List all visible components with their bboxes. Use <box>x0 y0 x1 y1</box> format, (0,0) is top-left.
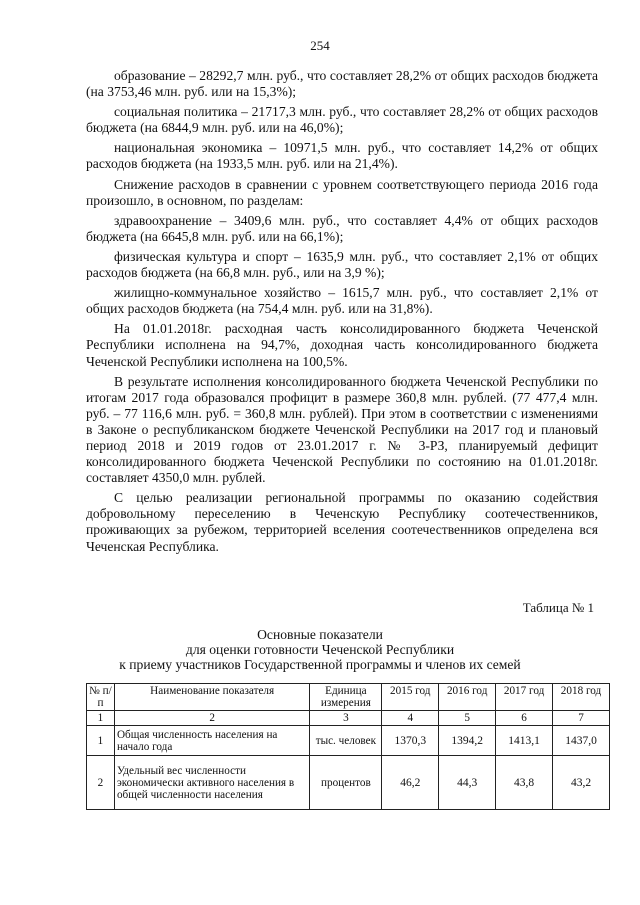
indicators-table <box>86 683 610 810</box>
paragraph: жилищно-коммунальное хозяйство – 1615,7 млн. руб., что составляет 2,1% от общих расходов бюджета (на 754,4 млн. руб. или на 31,8%). <box>86 285 598 317</box>
table-row <box>87 726 610 756</box>
header-cell: 2017 год <box>496 684 553 711</box>
indicator-name-cell: Общая численность населения на начало года <box>114 726 309 756</box>
column-number-cell: 7 <box>553 711 610 726</box>
header-cell: 2016 год <box>439 684 496 711</box>
table-title-line: для оценки готовности Чеченской Республики <box>185 642 455 657</box>
header-cell: Единица измерения <box>310 684 382 711</box>
column-number-cell: 2 <box>114 711 309 726</box>
body-text <box>86 68 598 559</box>
paragraph: здравоохранение – 3409,6 млн. руб., что составляет 4,4% от общих расходов бюджета (на 6645,8 млн. руб. или на 66,1%); <box>86 212 598 244</box>
column-number-cell: 5 <box>439 711 496 726</box>
paragraph: физическая культура и спорт – 1635,9 млн. руб., что составляет 2,1% от общих расходов бюджета (на 66,8 млн. руб., или на 3,9 %); <box>86 248 598 281</box>
paragraph: Снижение расходов в сравнении с уровнем соответствующего периода 2016 года произошло, в основном, по разделам: <box>86 176 598 208</box>
header-cell: Наименование показателя <box>114 684 309 711</box>
header-cell: 2018 год <box>553 684 610 711</box>
paragraph: социальная политика – 21717,3 млн. руб., что составляет 28,2% от общих расходов бюджета (на 6844,9 млн. руб. или на 46,0%); <box>86 104 598 136</box>
table-label: Таблица № 1 <box>522 600 594 615</box>
table-title <box>0 627 640 672</box>
paragraph: На 01.01.2018г. расходная часть консолидированного бюджета Чеченской Республики исполнена на 94,7%, доходная часть консолидированного бюджета Чеченской Республики исполнена на 100,5%. <box>86 321 598 369</box>
indicator-name-cell: Удельный вес численности экономически активного населения в общей численности населения <box>114 756 309 810</box>
unit-cell: тыс. человек <box>310 726 382 756</box>
paragraph: образование – 28292,7 млн. руб., что составляет 28,2% от общих расходов бюджета (на 3753,46 млн. руб. или на 15,3%); <box>86 68 598 100</box>
value-cell: 46,2 <box>382 756 439 810</box>
value-cell: 1370,3 <box>382 726 439 756</box>
table-column-number-row <box>87 711 610 726</box>
value-cell: 1437,0 <box>553 726 610 756</box>
table-title-line: Основные показатели <box>257 627 383 642</box>
row-number-cell: 1 <box>87 726 115 756</box>
header-cell: № п/п <box>87 684 115 711</box>
paragraph: В результате исполнения консолидированного бюджета Чеченской Республики по итогам 2017 года образовался профицит в размере 360,8 млн. рублей. (77 477,4 млн. руб. – 77 116,6 млн. руб. = 360,8 млн. рублей). При этом в соответствии с изменениями в Законе о республиканском бюджете Чеченской Республики на 2017 год и плановый период 2018 и 2019 годов от 23.01.2017 г. № 3-РЗ, планируемый дефицит консолидированного бюджета Чеченской Республики по состоянию на 01.01.2018г. составляет 4350,0 млн. рублей. <box>86 373 598 486</box>
unit-cell: процентов <box>310 756 382 810</box>
value-cell: 1413,1 <box>496 726 553 756</box>
row-number-cell: 2 <box>87 756 115 810</box>
column-number-cell: 6 <box>496 711 553 726</box>
column-number-cell: 4 <box>382 711 439 726</box>
header-cell: 2015 год <box>382 684 439 711</box>
page-number: 254 <box>310 38 330 53</box>
table-row <box>87 756 610 810</box>
column-number-cell: 1 <box>87 711 115 726</box>
value-cell: 43,2 <box>553 756 610 810</box>
value-cell: 44,3 <box>439 756 496 810</box>
column-number-cell: 3 <box>310 711 382 726</box>
paragraph: национальная экономика – 10971,5 млн. руб., что составляет 14,2% от общих расходов бюджета (на 1933,5 млн. руб. или на 21,4%). <box>86 140 598 172</box>
value-cell: 1394,2 <box>439 726 496 756</box>
table-header-row <box>87 684 610 711</box>
value-cell: 43,8 <box>496 756 553 810</box>
table-title-line: к приему участников Государственной программы и членов их семей <box>119 657 521 672</box>
paragraph: С целью реализации региональной программы по оказанию содействия добровольному переселению в Чеченскую Республику соотечественников, проживающих за рубежом, территорией вселения соотечественников определена вся Чеченская Республика. <box>86 490 598 554</box>
